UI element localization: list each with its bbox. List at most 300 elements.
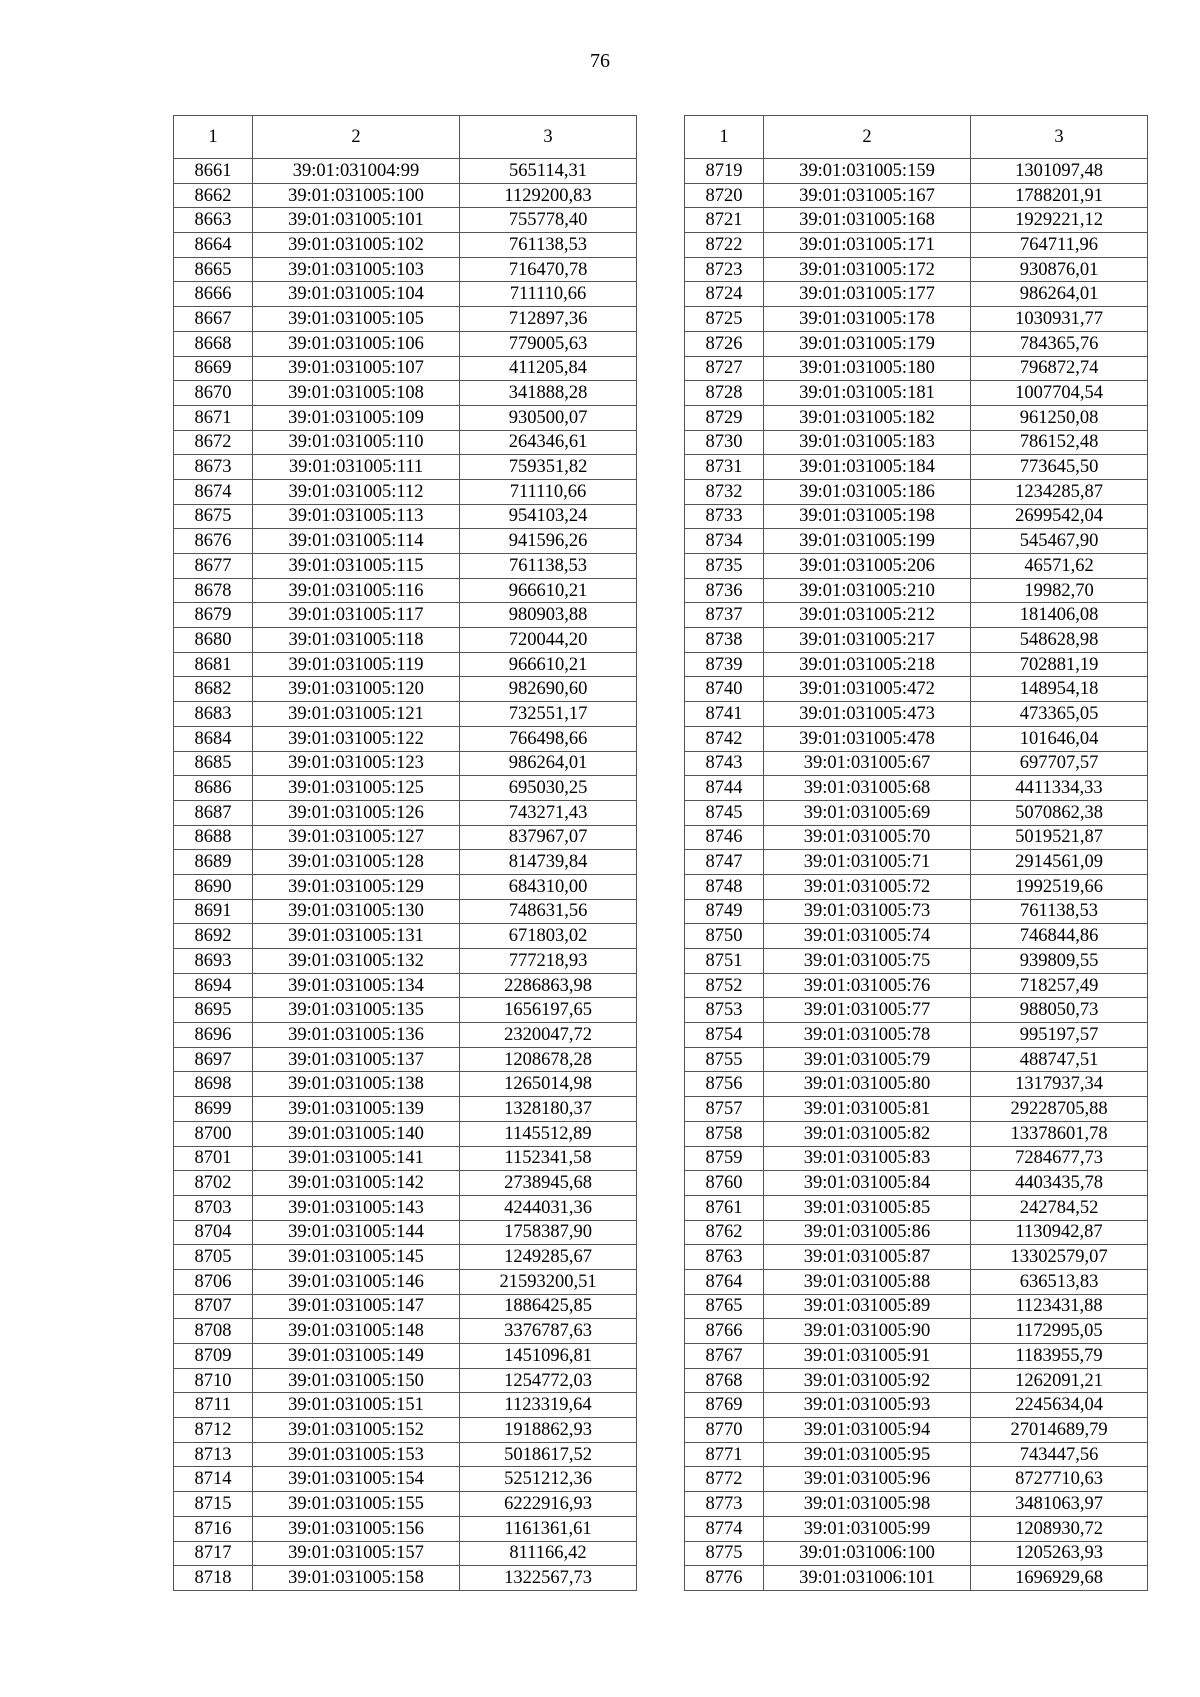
table-row xyxy=(174,1442,637,1467)
table-row xyxy=(685,1368,1148,1393)
table-row xyxy=(174,356,637,381)
row-number-cell: 8743 xyxy=(685,751,764,776)
value-cell: 761138,53 xyxy=(460,554,637,579)
cadastral-number-cell: 39:01:031005:177 xyxy=(764,282,971,307)
table-row xyxy=(685,1541,1148,1566)
table-row xyxy=(174,1072,637,1097)
value-cell: 1322567,73 xyxy=(460,1566,637,1591)
cadastral-number-cell: 39:01:031005:117 xyxy=(253,603,460,628)
cadastral-number-cell: 39:01:031005:100 xyxy=(253,183,460,208)
row-number-cell: 8741 xyxy=(685,702,764,727)
table-row xyxy=(174,381,637,406)
value-cell: 784365,76 xyxy=(971,331,1148,356)
table-row xyxy=(174,183,637,208)
header-row xyxy=(174,116,637,159)
row-number-cell: 8736 xyxy=(685,578,764,603)
value-cell: 773645,50 xyxy=(971,455,1148,480)
value-cell: 684310,00 xyxy=(460,874,637,899)
cadastral-number-cell: 39:01:031005:179 xyxy=(764,331,971,356)
row-number-cell: 8699 xyxy=(174,1097,253,1122)
cadastral-number-cell: 39:01:031005:113 xyxy=(253,504,460,529)
row-number-cell: 8712 xyxy=(174,1418,253,1443)
table-row xyxy=(174,1220,637,1245)
value-cell: 1161361,61 xyxy=(460,1516,637,1541)
row-number-cell: 8717 xyxy=(174,1541,253,1566)
cadastral-number-cell: 39:01:031005:153 xyxy=(253,1442,460,1467)
value-cell: 1145512,89 xyxy=(460,1121,637,1146)
cadastral-number-cell: 39:01:031005:107 xyxy=(253,356,460,381)
value-cell: 711110,66 xyxy=(460,479,637,504)
cadastral-number-cell: 39:01:031005:198 xyxy=(764,504,971,529)
table-row xyxy=(174,1368,637,1393)
row-number-cell: 8695 xyxy=(174,998,253,1023)
value-cell: 1929221,12 xyxy=(971,208,1148,233)
cadastral-number-cell: 39:01:031005:134 xyxy=(253,973,460,998)
cadastral-number-cell: 39:01:031005:109 xyxy=(253,405,460,430)
value-cell: 986264,01 xyxy=(971,282,1148,307)
cadastral-number-cell: 39:01:031005:122 xyxy=(253,726,460,751)
table-row xyxy=(174,430,637,455)
cadastral-number-cell: 39:01:031006:101 xyxy=(764,1566,971,1591)
cadastral-number-cell: 39:01:031005:158 xyxy=(253,1566,460,1591)
row-number-cell: 8673 xyxy=(174,455,253,480)
table-row xyxy=(685,1146,1148,1171)
table-row xyxy=(174,233,637,258)
table-row xyxy=(685,1047,1148,1072)
cadastral-number-cell: 39:01:031005:137 xyxy=(253,1047,460,1072)
table-row xyxy=(174,726,637,751)
row-number-cell: 8731 xyxy=(685,455,764,480)
row-number-cell: 8664 xyxy=(174,233,253,258)
row-number-cell: 8681 xyxy=(174,652,253,677)
table-row xyxy=(174,1121,637,1146)
table-row xyxy=(174,800,637,825)
table-row xyxy=(174,1319,637,1344)
cadastral-number-cell: 39:01:031005:156 xyxy=(253,1516,460,1541)
value-cell: 1317937,34 xyxy=(971,1072,1148,1097)
value-cell: 2914561,09 xyxy=(971,850,1148,875)
value-cell: 3376787,63 xyxy=(460,1319,637,1344)
value-cell: 1234285,87 xyxy=(971,479,1148,504)
left-table-body xyxy=(174,159,637,1591)
table-row xyxy=(174,504,637,529)
table-row xyxy=(174,1171,637,1196)
table-row xyxy=(174,603,637,628)
cadastral-number-cell: 39:01:031005:154 xyxy=(253,1467,460,1492)
table-row xyxy=(174,1195,637,1220)
left-table xyxy=(173,115,637,1591)
cadastral-number-cell: 39:01:031005:157 xyxy=(253,1541,460,1566)
table-row xyxy=(174,307,637,332)
value-cell: 46571,62 xyxy=(971,554,1148,579)
cadastral-number-cell: 39:01:031005:212 xyxy=(764,603,971,628)
value-cell: 1152341,58 xyxy=(460,1146,637,1171)
table-row xyxy=(174,1344,637,1369)
table-row xyxy=(685,183,1148,208)
table-row xyxy=(685,652,1148,677)
cadastral-number-cell: 39:01:031005:132 xyxy=(253,949,460,974)
row-number-cell: 8692 xyxy=(174,924,253,949)
cadastral-number-cell: 39:01:031005:121 xyxy=(253,702,460,727)
cadastral-number-cell: 39:01:031005:118 xyxy=(253,628,460,653)
value-cell: 1788201,91 xyxy=(971,183,1148,208)
table-row xyxy=(174,1097,637,1122)
table-row xyxy=(174,1418,637,1443)
cadastral-number-cell: 39:01:031005:74 xyxy=(764,924,971,949)
cadastral-number-cell: 39:01:031005:105 xyxy=(253,307,460,332)
cadastral-number-cell: 39:01:031005:108 xyxy=(253,381,460,406)
table-row xyxy=(174,1269,637,1294)
cadastral-number-cell: 39:01:031005:178 xyxy=(764,307,971,332)
row-number-cell: 8711 xyxy=(174,1393,253,1418)
row-number-cell: 8685 xyxy=(174,751,253,776)
table-row xyxy=(685,554,1148,579)
value-cell: 988050,73 xyxy=(971,998,1148,1023)
cadastral-number-cell: 39:01:031005:83 xyxy=(764,1146,971,1171)
table-row xyxy=(685,1171,1148,1196)
column-header-3: 3 xyxy=(971,116,1148,159)
value-cell: 565114,31 xyxy=(460,159,637,184)
right-table xyxy=(684,115,1148,1591)
cadastral-number-cell: 39:01:031005:206 xyxy=(764,554,971,579)
value-cell: 966610,21 xyxy=(460,578,637,603)
table-row xyxy=(174,998,637,1023)
row-number-cell: 8732 xyxy=(685,479,764,504)
row-number-cell: 8762 xyxy=(685,1220,764,1245)
value-cell: 636513,83 xyxy=(971,1269,1148,1294)
cadastral-number-cell: 39:01:031005:218 xyxy=(764,652,971,677)
row-number-cell: 8761 xyxy=(685,1195,764,1220)
cadastral-number-cell: 39:01:031005:85 xyxy=(764,1195,971,1220)
value-cell: 29228705,88 xyxy=(971,1097,1148,1122)
cadastral-number-cell: 39:01:031005:141 xyxy=(253,1146,460,1171)
cadastral-number-cell: 39:01:031005:147 xyxy=(253,1294,460,1319)
row-number-cell: 8748 xyxy=(685,874,764,899)
cadastral-number-cell: 39:01:031005:210 xyxy=(764,578,971,603)
cadastral-number-cell: 39:01:031005:89 xyxy=(764,1294,971,1319)
cadastral-number-cell: 39:01:031005:99 xyxy=(764,1516,971,1541)
row-number-cell: 8749 xyxy=(685,899,764,924)
cadastral-number-cell: 39:01:031005:478 xyxy=(764,726,971,751)
cadastral-number-cell: 39:01:031005:102 xyxy=(253,233,460,258)
value-cell: 4403435,78 xyxy=(971,1171,1148,1196)
cadastral-number-cell: 39:01:031005:186 xyxy=(764,479,971,504)
row-number-cell: 8701 xyxy=(174,1146,253,1171)
column-header-1: 1 xyxy=(685,116,764,159)
value-cell: 5251212,36 xyxy=(460,1467,637,1492)
cadastral-number-cell: 39:01:031004:99 xyxy=(253,159,460,184)
cadastral-number-cell: 39:01:031005:143 xyxy=(253,1195,460,1220)
table-row xyxy=(174,1492,637,1517)
cadastral-number-cell: 39:01:031005:71 xyxy=(764,850,971,875)
cadastral-number-cell: 39:01:031005:159 xyxy=(764,159,971,184)
value-cell: 1656197,65 xyxy=(460,998,637,1023)
value-cell: 3481063,97 xyxy=(971,1492,1148,1517)
row-number-cell: 8694 xyxy=(174,973,253,998)
cadastral-number-cell: 39:01:031005:95 xyxy=(764,1442,971,1467)
table-row xyxy=(685,1492,1148,1517)
table-row xyxy=(174,529,637,554)
table-row xyxy=(685,257,1148,282)
value-cell: 13302579,07 xyxy=(971,1245,1148,1270)
cadastral-number-cell: 39:01:031005:128 xyxy=(253,850,460,875)
row-number-cell: 8763 xyxy=(685,1245,764,1270)
cadastral-number-cell: 39:01:031005:182 xyxy=(764,405,971,430)
cadastral-number-cell: 39:01:031005:73 xyxy=(764,899,971,924)
table-row xyxy=(174,973,637,998)
table-row xyxy=(685,1195,1148,1220)
page-number: 76 xyxy=(590,50,610,72)
value-cell: 779005,63 xyxy=(460,331,637,356)
row-number-cell: 8716 xyxy=(174,1516,253,1541)
row-number-cell: 8758 xyxy=(685,1121,764,1146)
row-number-cell: 8738 xyxy=(685,628,764,653)
row-number-cell: 8729 xyxy=(685,405,764,430)
value-cell: 764711,96 xyxy=(971,233,1148,258)
cadastral-number-cell: 39:01:031005:120 xyxy=(253,677,460,702)
row-number-cell: 8698 xyxy=(174,1072,253,1097)
table-row xyxy=(174,751,637,776)
value-cell: 5018617,52 xyxy=(460,1442,637,1467)
row-number-cell: 8770 xyxy=(685,1418,764,1443)
value-cell: 21593200,51 xyxy=(460,1269,637,1294)
cadastral-number-cell: 39:01:031005:148 xyxy=(253,1319,460,1344)
table-row xyxy=(685,1319,1148,1344)
cadastral-number-cell: 39:01:031005:82 xyxy=(764,1121,971,1146)
table-row xyxy=(685,1418,1148,1443)
value-cell: 743271,43 xyxy=(460,800,637,825)
table-row xyxy=(685,924,1148,949)
value-cell: 1918862,93 xyxy=(460,1418,637,1443)
cadastral-number-cell: 39:01:031005:67 xyxy=(764,751,971,776)
row-number-cell: 8709 xyxy=(174,1344,253,1369)
table-row xyxy=(174,899,637,924)
row-number-cell: 8728 xyxy=(685,381,764,406)
cadastral-number-cell: 39:01:031005:115 xyxy=(253,554,460,579)
row-number-cell: 8744 xyxy=(685,776,764,801)
value-cell: 1030931,77 xyxy=(971,307,1148,332)
table-row xyxy=(685,1269,1148,1294)
value-cell: 748631,56 xyxy=(460,899,637,924)
table-row xyxy=(685,998,1148,1023)
value-cell: 411205,84 xyxy=(460,356,637,381)
table-row xyxy=(174,479,637,504)
cadastral-number-cell: 39:01:031005:104 xyxy=(253,282,460,307)
cadastral-number-cell: 39:01:031006:100 xyxy=(764,1541,971,1566)
value-cell: 755778,40 xyxy=(460,208,637,233)
row-number-cell: 8735 xyxy=(685,554,764,579)
table-row xyxy=(685,1023,1148,1048)
table-row xyxy=(685,1072,1148,1097)
value-cell: 961250,08 xyxy=(971,405,1148,430)
table-row xyxy=(685,405,1148,430)
value-cell: 341888,28 xyxy=(460,381,637,406)
value-cell: 720044,20 xyxy=(460,628,637,653)
row-number-cell: 8725 xyxy=(685,307,764,332)
table-row xyxy=(685,455,1148,480)
row-number-cell: 8719 xyxy=(685,159,764,184)
row-number-cell: 8721 xyxy=(685,208,764,233)
row-number-cell: 8774 xyxy=(685,1516,764,1541)
cadastral-number-cell: 39:01:031005:69 xyxy=(764,800,971,825)
cadastral-number-cell: 39:01:031005:87 xyxy=(764,1245,971,1270)
value-cell: 1451096,81 xyxy=(460,1344,637,1369)
cadastral-number-cell: 39:01:031005:472 xyxy=(764,677,971,702)
value-cell: 671803,02 xyxy=(460,924,637,949)
row-number-cell: 8752 xyxy=(685,973,764,998)
value-cell: 1254772,03 xyxy=(460,1368,637,1393)
table-row xyxy=(685,726,1148,751)
row-number-cell: 8720 xyxy=(685,183,764,208)
row-number-cell: 8706 xyxy=(174,1269,253,1294)
value-cell: 1301097,48 xyxy=(971,159,1148,184)
row-number-cell: 8662 xyxy=(174,183,253,208)
row-number-cell: 8747 xyxy=(685,850,764,875)
table-row xyxy=(685,1467,1148,1492)
value-cell: 2738945,68 xyxy=(460,1171,637,1196)
cadastral-number-cell: 39:01:031005:79 xyxy=(764,1047,971,1072)
row-number-cell: 8679 xyxy=(174,603,253,628)
cadastral-number-cell: 39:01:031005:144 xyxy=(253,1220,460,1245)
row-number-cell: 8755 xyxy=(685,1047,764,1072)
table-row xyxy=(174,1294,637,1319)
row-number-cell: 8753 xyxy=(685,998,764,1023)
cadastral-number-cell: 39:01:031005:75 xyxy=(764,949,971,974)
cadastral-number-cell: 39:01:031005:125 xyxy=(253,776,460,801)
value-cell: 548628,98 xyxy=(971,628,1148,653)
cadastral-number-cell: 39:01:031005:142 xyxy=(253,1171,460,1196)
value-cell: 796872,74 xyxy=(971,356,1148,381)
cadastral-number-cell: 39:01:031005:106 xyxy=(253,331,460,356)
value-cell: 712897,36 xyxy=(460,307,637,332)
row-number-cell: 8754 xyxy=(685,1023,764,1048)
cadastral-number-cell: 39:01:031005:130 xyxy=(253,899,460,924)
value-cell: 264346,61 xyxy=(460,430,637,455)
table-row xyxy=(685,331,1148,356)
table-row xyxy=(174,825,637,850)
right-table-body xyxy=(685,159,1148,1591)
row-number-cell: 8772 xyxy=(685,1467,764,1492)
row-number-cell: 8666 xyxy=(174,282,253,307)
value-cell: 1886425,85 xyxy=(460,1294,637,1319)
value-cell: 980903,88 xyxy=(460,603,637,628)
value-cell: 930500,07 xyxy=(460,405,637,430)
value-cell: 786152,48 xyxy=(971,430,1148,455)
value-cell: 761138,53 xyxy=(460,233,637,258)
row-number-cell: 8742 xyxy=(685,726,764,751)
table-row xyxy=(685,1097,1148,1122)
table-row xyxy=(174,1393,637,1418)
value-cell: 4244031,36 xyxy=(460,1195,637,1220)
cadastral-number-cell: 39:01:031005:111 xyxy=(253,455,460,480)
cadastral-number-cell: 39:01:031005:127 xyxy=(253,825,460,850)
cadastral-number-cell: 39:01:031005:138 xyxy=(253,1072,460,1097)
value-cell: 6222916,93 xyxy=(460,1492,637,1517)
row-number-cell: 8771 xyxy=(685,1442,764,1467)
row-number-cell: 8700 xyxy=(174,1121,253,1146)
cadastral-number-cell: 39:01:031005:172 xyxy=(764,257,971,282)
cadastral-number-cell: 39:01:031005:93 xyxy=(764,1393,971,1418)
table-row xyxy=(685,1393,1148,1418)
table-row xyxy=(174,949,637,974)
table-row xyxy=(685,850,1148,875)
cadastral-number-cell: 39:01:031005:167 xyxy=(764,183,971,208)
cadastral-number-cell: 39:01:031005:80 xyxy=(764,1072,971,1097)
table-row xyxy=(685,1294,1148,1319)
value-cell: 1249285,67 xyxy=(460,1245,637,1270)
cadastral-number-cell: 39:01:031005:76 xyxy=(764,973,971,998)
table-row xyxy=(685,949,1148,974)
row-number-cell: 8675 xyxy=(174,504,253,529)
row-number-cell: 8669 xyxy=(174,356,253,381)
cadastral-number-cell: 39:01:031005:94 xyxy=(764,1418,971,1443)
row-number-cell: 8708 xyxy=(174,1319,253,1344)
table-row xyxy=(685,578,1148,603)
row-number-cell: 8760 xyxy=(685,1171,764,1196)
row-number-cell: 8714 xyxy=(174,1467,253,1492)
row-number-cell: 8705 xyxy=(174,1245,253,1270)
table-row xyxy=(174,1541,637,1566)
row-number-cell: 8746 xyxy=(685,825,764,850)
cadastral-number-cell: 39:01:031005:184 xyxy=(764,455,971,480)
value-cell: 939809,55 xyxy=(971,949,1148,974)
row-number-cell: 8734 xyxy=(685,529,764,554)
table-row xyxy=(685,356,1148,381)
column-header-2: 2 xyxy=(253,116,460,159)
table-row xyxy=(685,1220,1148,1245)
row-number-cell: 8766 xyxy=(685,1319,764,1344)
row-number-cell: 8715 xyxy=(174,1492,253,1517)
value-cell: 982690,60 xyxy=(460,677,637,702)
value-cell: 1123319,64 xyxy=(460,1393,637,1418)
cadastral-number-cell: 39:01:031005:72 xyxy=(764,874,971,899)
cadastral-number-cell: 39:01:031005:145 xyxy=(253,1245,460,1270)
cadastral-number-cell: 39:01:031005:199 xyxy=(764,529,971,554)
value-cell: 19982,70 xyxy=(971,578,1148,603)
table-row xyxy=(685,1516,1148,1541)
table-row xyxy=(685,479,1148,504)
row-number-cell: 8718 xyxy=(174,1566,253,1591)
cadastral-number-cell: 39:01:031005:116 xyxy=(253,578,460,603)
value-cell: 711110,66 xyxy=(460,282,637,307)
row-number-cell: 8776 xyxy=(685,1566,764,1591)
table-row xyxy=(685,430,1148,455)
value-cell: 1172995,05 xyxy=(971,1319,1148,1344)
value-cell: 837967,07 xyxy=(460,825,637,850)
cadastral-number-cell: 39:01:031005:155 xyxy=(253,1492,460,1517)
value-cell: 759351,82 xyxy=(460,455,637,480)
row-number-cell: 8667 xyxy=(174,307,253,332)
table-row xyxy=(174,405,637,430)
table-row xyxy=(174,628,637,653)
table-row xyxy=(685,874,1148,899)
row-number-cell: 8690 xyxy=(174,874,253,899)
row-number-cell: 8726 xyxy=(685,331,764,356)
row-number-cell: 8733 xyxy=(685,504,764,529)
row-number-cell: 8739 xyxy=(685,652,764,677)
value-cell: 1262091,21 xyxy=(971,1368,1148,1393)
table-row xyxy=(685,1121,1148,1146)
value-cell: 1123431,88 xyxy=(971,1294,1148,1319)
row-number-cell: 8769 xyxy=(685,1393,764,1418)
row-number-cell: 8707 xyxy=(174,1294,253,1319)
row-number-cell: 8696 xyxy=(174,1023,253,1048)
cadastral-number-cell: 39:01:031005:70 xyxy=(764,825,971,850)
table-row xyxy=(174,1516,637,1541)
table-row xyxy=(174,554,637,579)
table-row xyxy=(174,874,637,899)
row-number-cell: 8727 xyxy=(685,356,764,381)
